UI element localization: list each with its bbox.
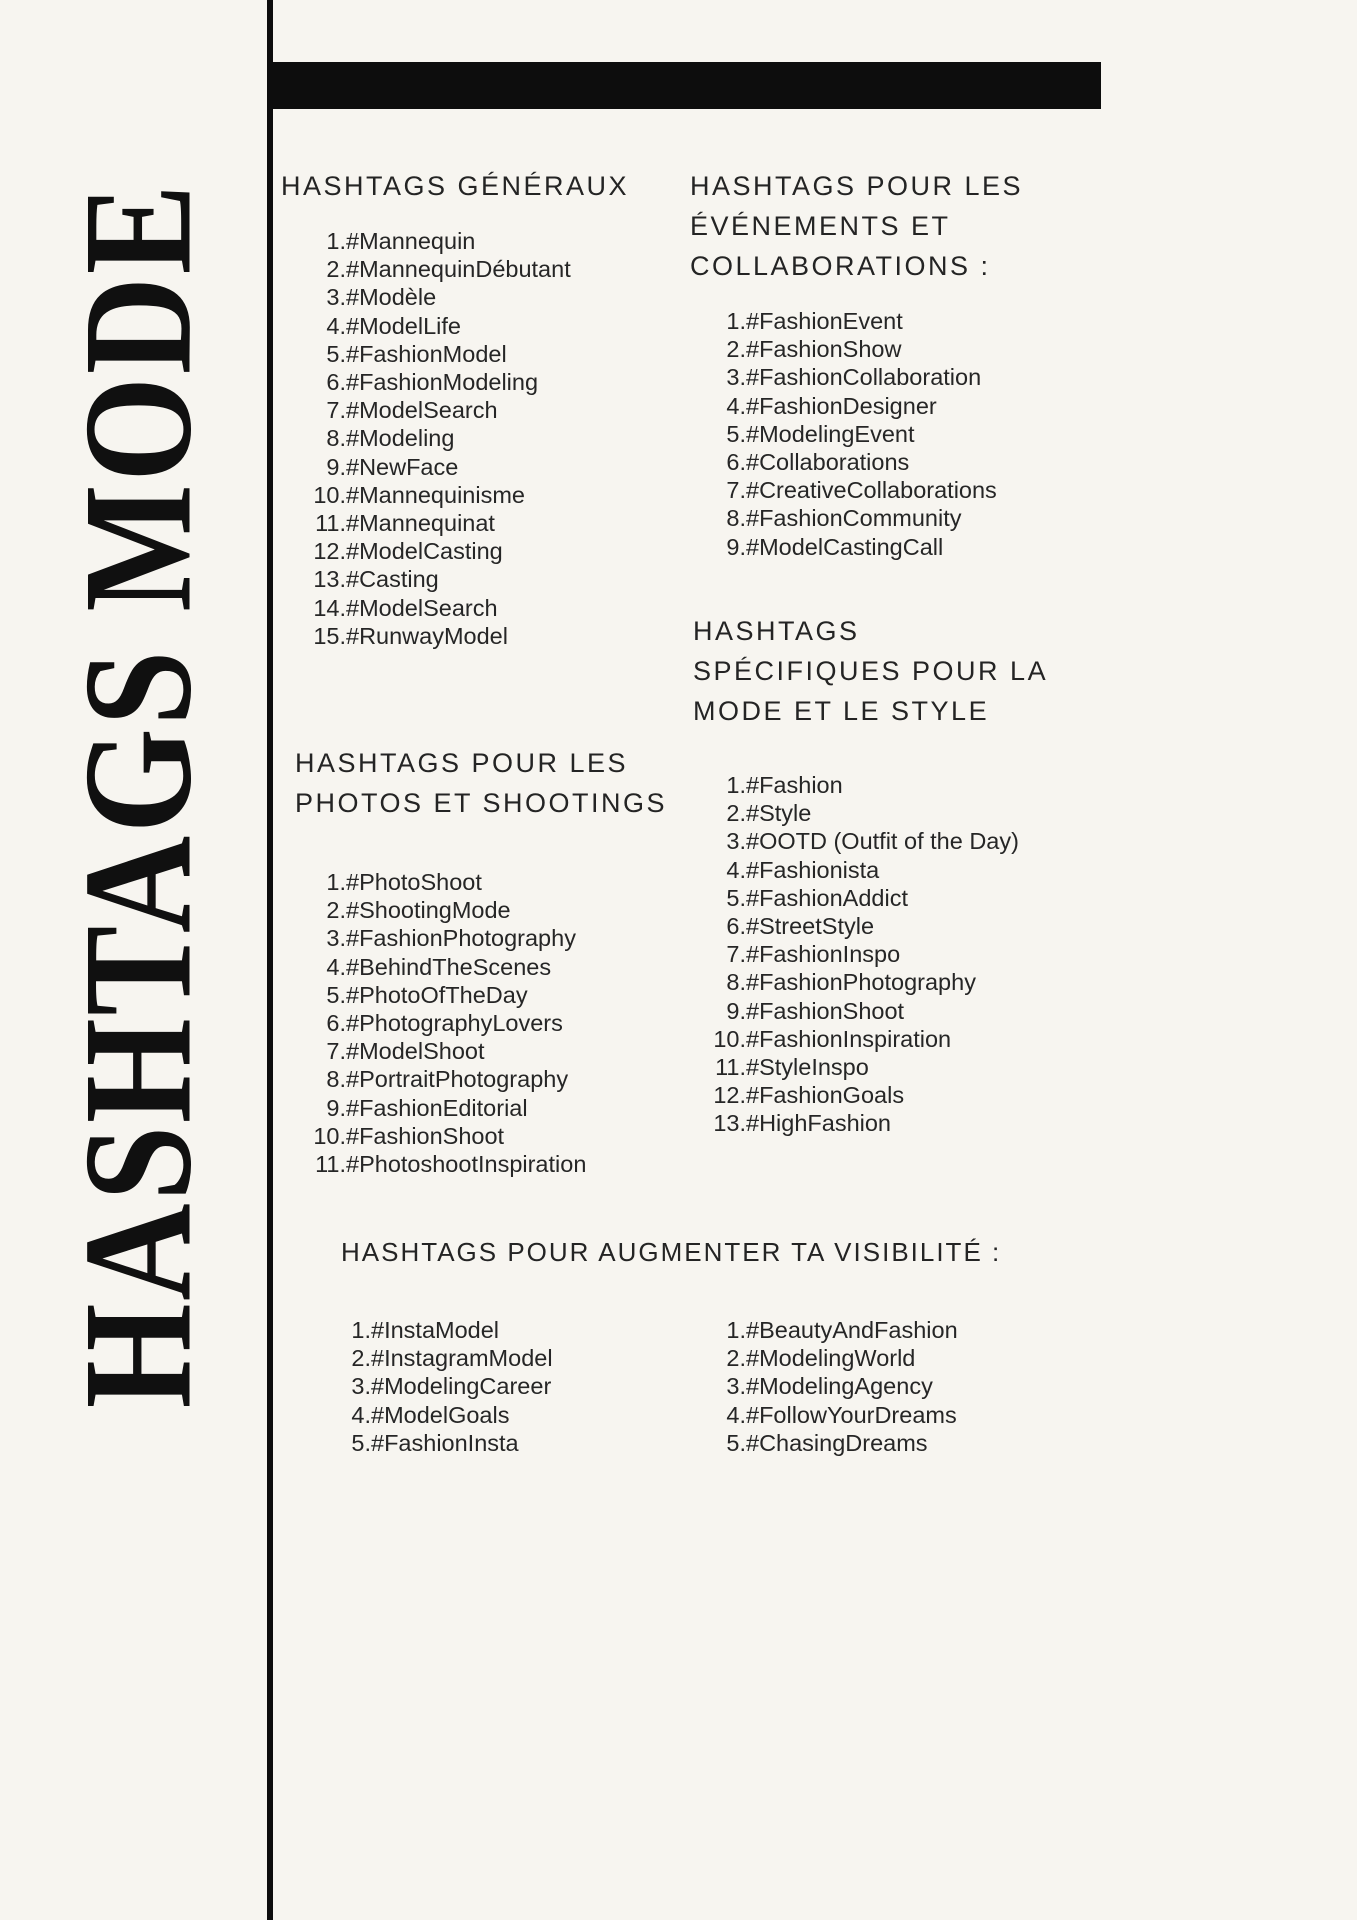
hashtag-item: #FashionEditorial [346,1094,528,1121]
hashtag-item: #FollowYourDreams [746,1401,957,1428]
hashtag-item: #ModelGoals [371,1401,510,1428]
hashtag-item: #ModelShoot [346,1038,485,1065]
hashtag-item: #Fashionista [746,856,880,883]
hashtag-item: #PhotographyLovers [346,1010,563,1037]
hashtag-item: #Mannequinisme [346,481,525,508]
hashtag-item: #PhotoShoot [346,869,482,895]
hashtag-item: #FashionPhotography [746,969,976,996]
section-title-generaux [281,166,629,206]
hashtag-item: #RunwayModel [346,622,508,649]
hashtag-list-visibilite-right [700,1316,958,1457]
hashtag-item: #StyleInspo [746,1054,869,1081]
hashtag-item: #FashionDesigner [746,392,937,419]
hashtag-item: #InstagramModel [371,1345,553,1372]
hashtag-item: #BeautyAndFashion [746,1317,958,1343]
hashtag-list-generaux [300,227,571,650]
hashtag-item: #FashionPhotography [346,925,576,952]
hashtag-item: #ModelSearch [346,397,498,424]
hashtag-item: #Casting [346,566,439,593]
section-title-line: HASHTAGS POUR LES [295,748,629,778]
section-title-line: SPÉCIFIQUES POUR LA [693,656,1049,686]
hashtag-item: #FashionInspiration [746,1025,952,1052]
hashtag-item: #ModelingEvent [746,420,915,447]
hashtag-item: #PhotoOfTheDay [346,981,528,1008]
hashtag-item: #FashionModeling [346,369,539,396]
hashtag-item: #ModelLife [346,312,461,339]
hashtag-item: #Modèle [346,284,437,311]
section-title-line: HASHTAGS POUR LES [690,171,1024,201]
hashtag-list-evenements [700,307,997,561]
hashtag-list-mode-style [700,771,1019,1138]
hashtag-item: #ModelCastingCall [746,533,944,560]
hashtag-item: #FashionModel [346,340,507,367]
section-title-line: ÉVÉNEMENTS ET [690,211,951,241]
hashtag-item: #FashionGoals [746,1082,905,1109]
hashtag-list-photos [300,868,586,1178]
hashtag-item: #Collaborations [746,449,910,476]
vertical-title: HASHTAGS MODE [51,181,224,1409]
section-title-mode-style [693,611,1048,731]
hashtag-item: #FashionShoot [746,997,905,1024]
hashtag-item: #StreetStyle [746,913,875,940]
hashtag-item: #FashionEvent [746,308,903,334]
hashtag-list-visibilite-left [325,1316,553,1457]
hashtag-item: #HighFashion [746,1110,892,1137]
hashtag-item: #FashionCommunity [746,505,962,532]
hashtag-item: #ModelingWorld [746,1345,916,1372]
hashtag-item: #Mannequinat [346,510,495,537]
hashtag-item: #CreativeCollaborations [746,477,997,504]
hashtag-item: #ModelSearch [346,594,498,621]
section-title-line: COLLABORATIONS : [690,251,991,281]
hashtag-item: #FashionInspo [746,941,901,968]
hashtag-item: #OOTD (Outfit of the Day) [746,828,1019,855]
hashtag-item: #Style [746,800,812,827]
section-title-line: HASHTAGS POUR AUGMENTER TA VISIBILITÉ : [341,1237,1002,1267]
hashtag-item: #ChasingDreams [746,1429,928,1456]
hashtag-item: #Fashion [746,772,843,798]
hashtag-item: #ModelCasting [346,538,503,565]
section-title-line: HASHTAGS [693,616,860,646]
hashtag-item: #FashionAddict [746,884,908,911]
section-title-evenements [690,166,1023,286]
hashtag-item: #ShootingMode [346,897,511,924]
hashtag-item: #Modeling [346,425,455,452]
hashtag-item: #ModelingCareer [371,1373,552,1400]
hashtag-item: #FashionShoot [346,1122,505,1149]
hashtag-item: #BehindTheScenes [346,953,552,980]
hashtag-item: #Mannequin [346,228,476,254]
section-title-photos [295,743,667,823]
hashtag-item: #FashionCollaboration [746,364,982,391]
hashtag-item: #ModelingAgency [746,1373,933,1400]
hashtag-item: #FashionShow [746,336,902,363]
section-title-visibilite [341,1232,1001,1272]
vertical-divider-line [267,0,273,1920]
hashtag-item: #MannequinDébutant [346,256,571,283]
top-black-bar [273,62,1101,109]
hashtag-item: #FashionInsta [371,1429,519,1456]
section-title-line: HASHTAGS GÉNÉRAUX [281,171,630,201]
hashtag-item: #PortraitPhotography [346,1066,569,1093]
hashtag-item: #NewFace [346,453,459,480]
section-title-line: PHOTOS ET SHOOTINGS [295,788,668,818]
hashtag-item: #InstaModel [371,1317,500,1343]
section-title-line: MODE ET LE STYLE [693,696,990,726]
hashtag-item: #PhotoshootInspiration [346,1151,587,1178]
